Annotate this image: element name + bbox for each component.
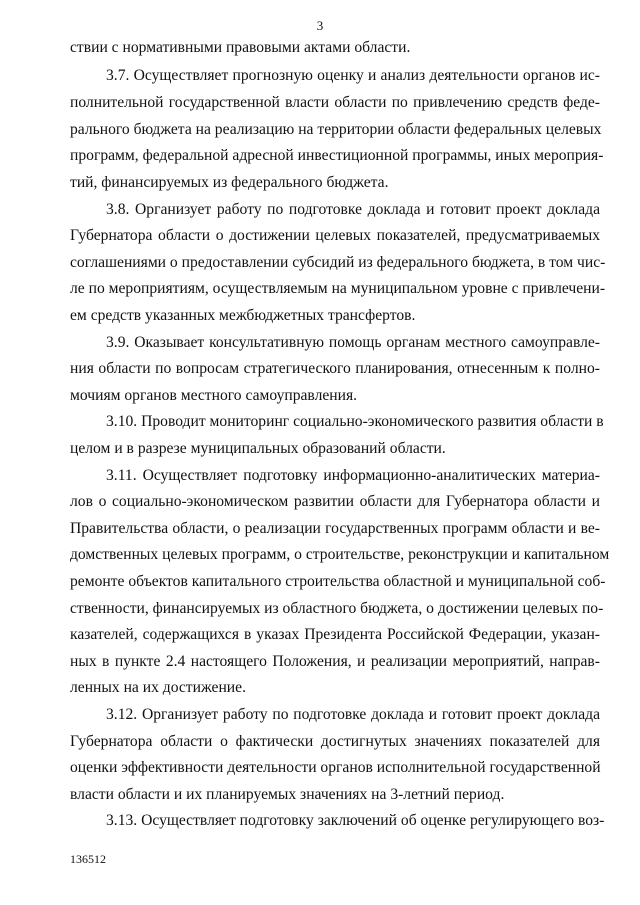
text-line: мочиям органов местного самоуправления. (70, 387, 358, 404)
text-line: ствии с нормативными правовыми актами области. (70, 39, 411, 56)
text-line: 3.13. Осуществляет подготовку заключений об оценке регулирующего воз- (106, 812, 605, 829)
text-line: 3.9. Оказывает консультативную помощь органам местного самоуправле- (106, 334, 600, 351)
text-line: ремонте объектов капитального строительства областной и муниципальной соб- (70, 573, 606, 590)
text-line: Правительства области, о реализации государственных программ области и ве- (70, 520, 600, 537)
text-line: лов о социально-экономическом развитии области для Губернатора области и (70, 493, 600, 510)
text-line: власти области и их планируемых значениях на 3-летний период. (70, 786, 505, 803)
text-line: домственных целевых программ, о строительстве, реконструкции и капитальном (70, 546, 610, 563)
text-line: казателей, содержащихся в указах Президента Российской Федерации, указан- (70, 626, 600, 643)
text-line: полнительной государственной власти области по привлечению средств феде- (70, 94, 600, 111)
text-line: ственности, финансируемых из областного бюджета, о достижении целевых по- (70, 600, 604, 617)
text-line: ем средств указанных межбюджетных трансфертов. (70, 307, 416, 324)
text-line: 3.12. Организует работу по подготовке доклада и готовит проект доклада (106, 706, 600, 723)
text-line: 3.8. Организует работу по подготовке доклада и готовит проект доклада (106, 201, 600, 218)
text-line: соглашениями о предоставлении субсидий из федерального бюджета, в том чис- (70, 254, 606, 271)
text-line: ных в пункте 2.4 настоящего Положения, и реализации мероприятий, направ- (70, 653, 600, 670)
text-line: ленных на их достижение. (70, 679, 246, 696)
text-line: Губернатора области о фактически достигнутых значениях показателей для (70, 733, 600, 750)
text-line: тий, финансируемых из федерального бюджета. (70, 174, 389, 191)
text-line: Губернатора области о достижении целевых показателей, предусматриваемых (70, 227, 600, 244)
page-number: 3 (316, 18, 324, 33)
text-line: 3.7. Осуществляет прогнозную оценку и анализ деятельности органов ис- (106, 67, 600, 84)
text-line: ния области по вопросам стратегического планирования, отнесенным к полно- (70, 360, 600, 377)
text-line: 3.11. Осуществляет подготовку информационно-аналитических материа- (106, 467, 600, 484)
text-line: ле по мероприятиям, осуществляемым на муниципальном уровне с привлечени- (70, 280, 606, 297)
text-line: целом и в разрезе муниципальных образований области. (70, 440, 446, 457)
document-code: 136512 (70, 852, 106, 866)
text-line: 3.10. Проводит мониторинг социально-экономического развития области в (106, 413, 604, 430)
text-line: оценки эффективности деятельности органов исполнительной государственной (70, 759, 601, 776)
text-line: программ, федеральной адресной инвестиционной программы, иных мероприя- (70, 147, 604, 164)
text-line: рального бюджета на реализацию на территории области федеральных целевых (70, 121, 602, 138)
